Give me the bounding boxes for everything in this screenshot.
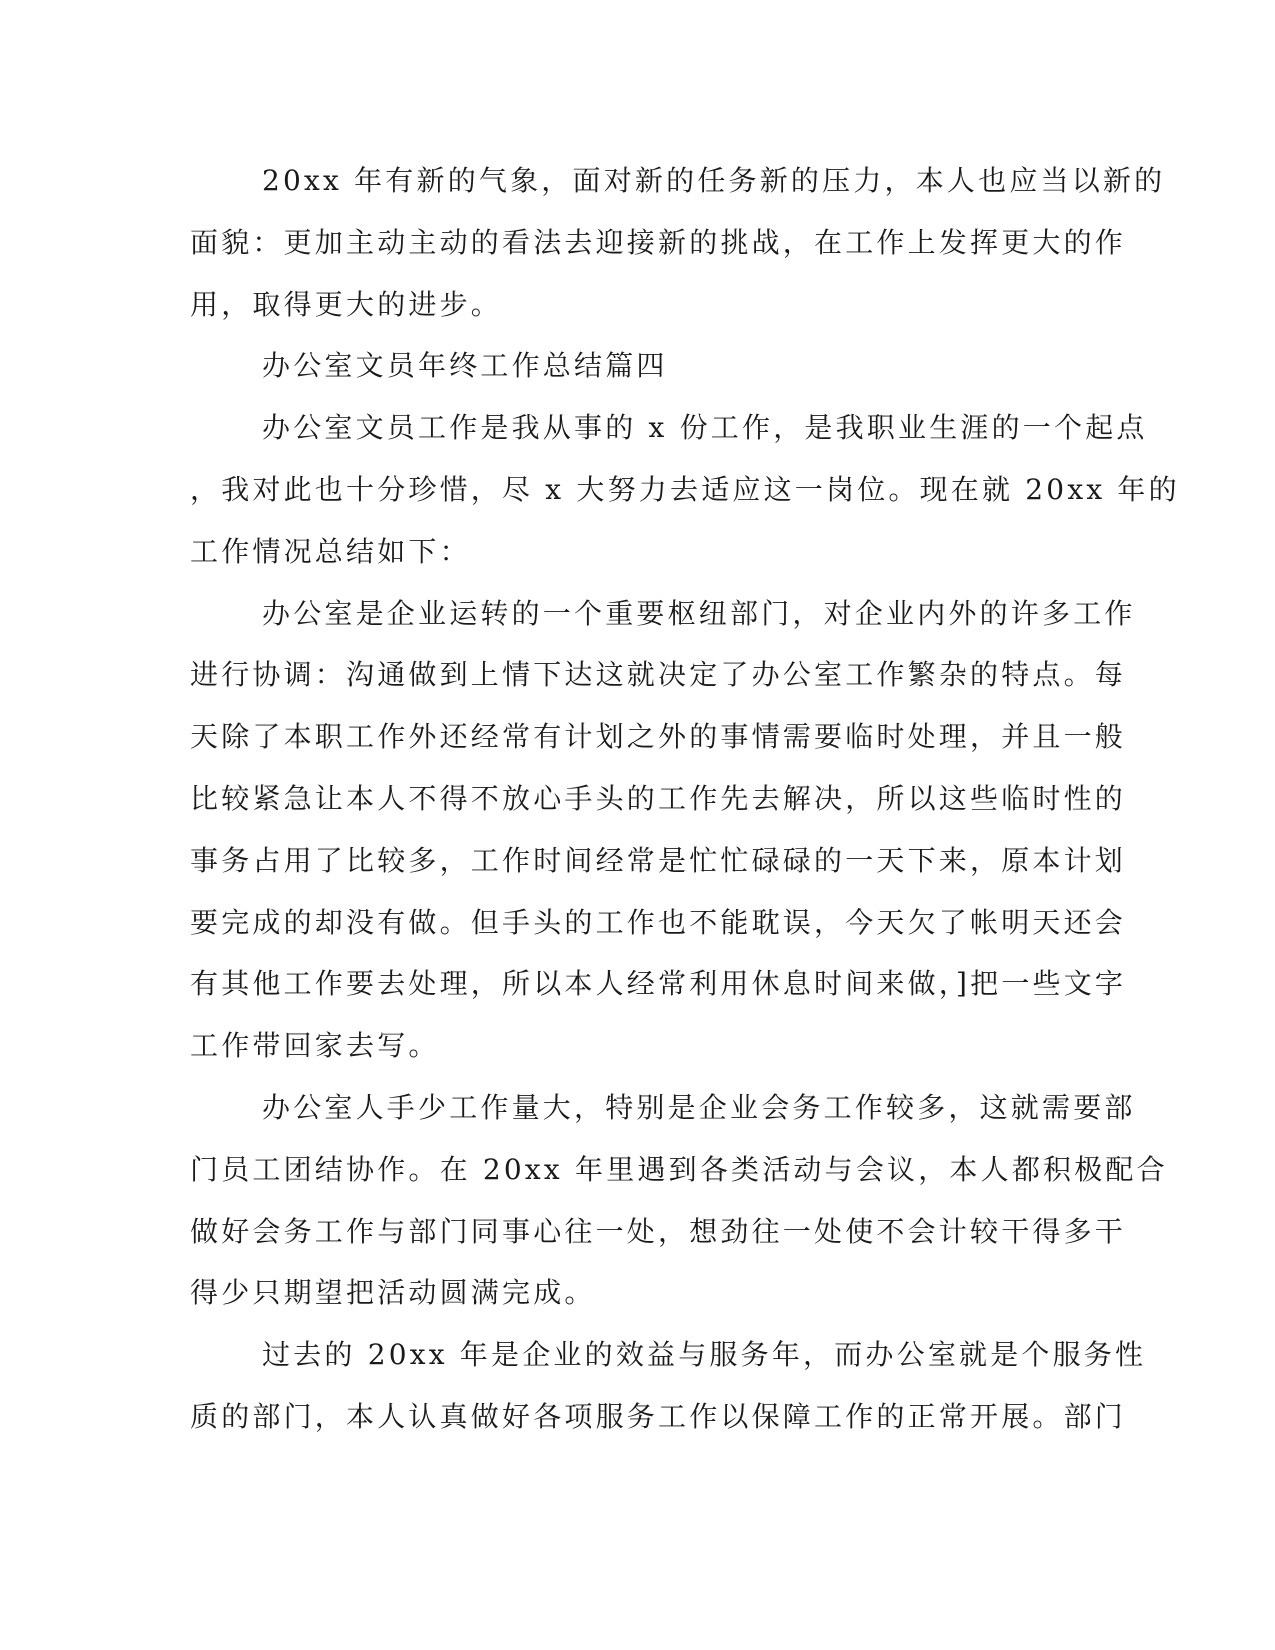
paragraph-line: 门员工团结协作。在 20xx 年里遇到各类活动与会议，本人都积极配合 — [190, 1152, 1168, 1186]
paragraph-line: 办公室文员工作是我从事的 x 份工作，是我职业生涯的一个起点 — [262, 411, 1148, 445]
paragraph-line: 20xx 年有新的气象，面对新的任务新的压力，本人也应当以新的 — [262, 164, 1166, 197]
paragraph-line: 做好会务工作与部门同事心往一处，想劲往一处使不会计较干得多干 — [190, 1214, 1127, 1248]
paragraph-line: 有其他工作要去处理，所以本人经常利用休息时间来做，]把一些文字 — [190, 967, 1127, 1001]
paragraph-line: 面貌：更加主动主动的看法去迎接新的挑战，在工作上发挥更大的作 — [190, 225, 1127, 259]
paragraph-line: 工作情况总结如下： — [190, 534, 471, 568]
paragraph-line: 用，取得更大的进步。 — [190, 287, 503, 321]
paragraph-line: 质的部门，本人认真做好各项服务工作以保障工作的正常开展。部门 — [190, 1399, 1127, 1433]
paragraph-line: 比较紧急让本人不得不放心手头的工作先去解决，所以这些临时性的 — [190, 781, 1127, 815]
paragraph-line: 要完成的却没有做。但手头的工作也不能耽误，今天欠了帐明天还会 — [190, 905, 1127, 939]
paragraph-line: 过去的 20xx 年是企业的效益与服务年，而办公室就是个服务性 — [262, 1338, 1147, 1372]
paragraph-line: 办公室是企业运转的一个重要枢纽部门，对企业内外的许多工作 — [262, 596, 1136, 630]
paragraph-line: ，我对此也十分珍惜，尽 x 大努力去适应这一岗位。现在就 20xx 年的 — [190, 472, 1180, 506]
section-heading: 办公室文员年终工作总结篇四 — [262, 349, 668, 383]
paragraph-line: 天除了本职工作外还经常有计划之外的事情需要临时处理，并且一般 — [190, 720, 1127, 754]
paragraph-line: 进行协调：沟通做到上情下达这就决定了办公室工作繁杂的特点。每 — [190, 658, 1127, 692]
paragraph-line: 事务占用了比较多，工作时间经常是忙忙碌碌的一天下来，原本计划 — [190, 843, 1127, 877]
paragraph-line: 得少只期望把活动圆满完成。 — [190, 1276, 596, 1310]
paragraph-line: 办公室人手少工作量大，特别是企业会务工作较多，这就需要部 — [262, 1090, 1136, 1124]
paragraph-line: 工作带回家去写。 — [190, 1029, 440, 1063]
document-body — [190, 161, 1180, 1459]
